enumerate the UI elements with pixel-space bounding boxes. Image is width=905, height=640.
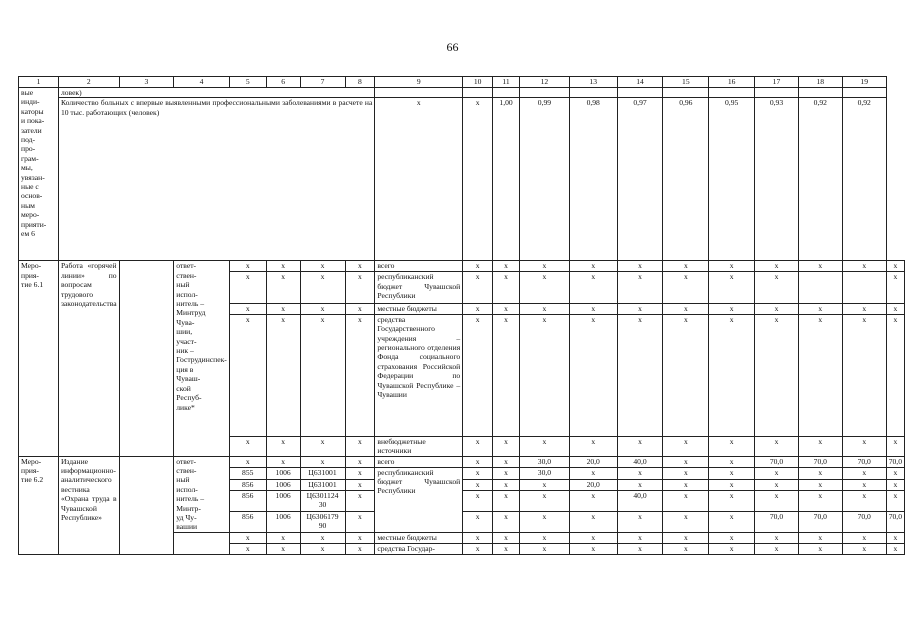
m61-source: республиканский бюджет Чувашской Республики [375,272,463,304]
m61-value: x [663,261,709,272]
m62-value: 70,0 [798,456,842,467]
m61-value: x [617,304,663,314]
m61-value: x [520,436,570,456]
indicator-c9: x [375,98,463,261]
m61-value: x [755,272,799,304]
m61-value: x [520,261,570,272]
m62-value: 70,0 [842,456,886,467]
m61-value: x [886,436,904,456]
m62-value: 70,0 [842,511,886,532]
m62-value: 20,0 [569,456,617,467]
m62-value: x [463,467,493,479]
m61-source: всего [375,261,463,272]
m62-code: x [345,532,375,543]
m62-value: 40,0 [617,456,663,467]
header-cell: 7 [300,77,345,88]
m62-value: x [463,511,493,532]
m62-code: Ц6306179 90 [300,511,345,532]
m62-value: x [663,479,709,490]
m61-value: x [755,304,799,314]
m62-value: x [663,456,709,467]
m61-code: x [266,261,300,272]
m62-value: x [709,479,755,490]
m61-value: x [493,272,520,304]
m61-empty [119,261,174,456]
m62-code: Ц6301124 30 [300,490,345,511]
m61-value [842,272,886,304]
m62-value: x [493,543,520,554]
m61-value: x [709,314,755,436]
m62-code: x [345,490,375,511]
m62-value: x [798,543,842,554]
m62-value: x [493,511,520,532]
m62-code: x [345,511,375,532]
m62-value: x [798,490,842,511]
header-cell: 6 [266,77,300,88]
header-cell: 2 [58,77,119,88]
m62-value: x [569,467,617,479]
m62-code: x [266,532,300,543]
m62-value: x [520,543,570,554]
m62-value: x [709,532,755,543]
indicator-value: 0,98 [569,98,617,261]
m62-value: x [842,467,886,479]
m61-value: x [842,436,886,456]
m61-value: x [617,261,663,272]
header-cell: 3 [119,77,174,88]
m61-value: x [798,436,842,456]
m61-value: x [569,314,617,436]
m62-code: 856 [229,490,266,511]
m62-value: 30,0 [520,467,570,479]
m61-value: x [569,272,617,304]
m61-value: x [842,261,886,272]
header-cell: 17 [755,77,799,88]
m61-value: x [463,314,493,436]
m61-value: x [798,304,842,314]
m61-value: x [463,304,493,314]
m61-value: x [520,272,570,304]
m61-value: x [569,304,617,314]
m62-value: x [755,532,799,543]
m61-code: x [300,304,345,314]
m62-code: 856 [229,479,266,490]
header-cell: 5 [229,77,266,88]
header-cell: 19 [842,77,886,88]
indicator-text: Количество больных с впервые выявленными профессиональными заболеваниями в расчете на 10 тыс. работающих (человек) [58,98,374,261]
m62-value: x [755,543,799,554]
m61-value: x [493,314,520,436]
m62-value: x [663,467,709,479]
header-cell: 10 [463,77,493,88]
m61-value: x [520,314,570,436]
m62-value: x [663,543,709,554]
m61-value: x [842,304,886,314]
m62-value: x [842,490,886,511]
m61-value: x [886,314,904,436]
m62-value: x [709,467,755,479]
m61-value: x [463,261,493,272]
m62-code: x [266,456,300,467]
m62-source: республиканский бюджет Чувашской Республики [375,467,463,532]
indicator-value: 0,95 [709,98,755,261]
indicator-c10: x [463,98,493,261]
m61-code: x [345,314,375,436]
m61-code: x [345,261,375,272]
m62-code: Ц631001 [300,467,345,479]
m61-value: x [663,272,709,304]
m62-value: x [617,543,663,554]
m62-value: x [463,456,493,467]
m61-value: x [569,261,617,272]
page-number: 66 [446,40,459,54]
m62-code: 855 [229,467,266,479]
m62-value: x [798,479,842,490]
m62-value: x [663,490,709,511]
m62-value: x [617,532,663,543]
m62-code: 1006 [266,467,300,479]
header-cell: 12 [520,77,570,88]
m62-value: x [520,511,570,532]
indicator-row [19,98,905,261]
header-cell: 14 [617,77,663,88]
m62-value: x [798,532,842,543]
m62-value: x [463,532,493,543]
m62-code: x [300,543,345,554]
m61-code: x [229,436,266,456]
m62-code: x [300,456,345,467]
m62-value: 40,0 [617,490,663,511]
m62-value: x [569,490,617,511]
m61-value: x [493,436,520,456]
header-cell: 18 [798,77,842,88]
m62-value: x [493,456,520,467]
m61-value: x [709,304,755,314]
m62-code: 1006 [266,479,300,490]
m61-code: x [345,436,375,456]
header-cell: 16 [709,77,755,88]
m62-value: x [886,479,904,490]
m62-code: 856 [229,511,266,532]
m61-name: Работа «горячей линии» по вопросам трудового законодательства [58,261,119,456]
m61-source: внебюджетные источники [375,436,463,456]
m61-value: x [663,436,709,456]
m62-code: Ц631001 [300,479,345,490]
m61-value: x [886,304,904,314]
m61-code: x [266,304,300,314]
m62-code: x [229,532,266,543]
m62-code: x [345,543,375,554]
m62-value: x [842,543,886,554]
header-cell: 9 [375,77,463,88]
m62-value: x [493,479,520,490]
m62-value: x [709,511,755,532]
m61-value: x [755,314,799,436]
m62-value: x [663,511,709,532]
m62-value: x [886,532,904,543]
m62-value: x [842,532,886,543]
indicator-label: вые инди- каторы и пока- затели под- про- грам- мы, увязан- ные с основ- ным меро- прияти- ем 6 [19,88,59,261]
m61-value: x [617,314,663,436]
m61-value: x [709,272,755,304]
m61-code: x [266,314,300,436]
m61-code: x [266,436,300,456]
m62-value: x [617,479,663,490]
m62-value: x [520,490,570,511]
m62-code: x [266,543,300,554]
m62-source: местные бюджеты [375,532,463,543]
m61-code: x [229,261,266,272]
m62-value: 70,0 [886,456,904,467]
m62-value: 70,0 [755,456,799,467]
m61-source: местные бюджеты [375,304,463,314]
m62-value: 70,0 [798,511,842,532]
m62-empty [119,456,174,554]
m62-value: x [886,543,904,554]
m62-value: x [709,490,755,511]
m61-value: x [493,261,520,272]
m61-value: x [709,436,755,456]
m61-value: x [798,261,842,272]
m62-value: x [520,532,570,543]
m61-code: x [345,272,375,304]
m61-value: x [463,436,493,456]
m62-value: x [663,532,709,543]
m62-value: x [493,532,520,543]
m61-source: средства Государственного учреждения – регионального отделения Фонда социального страхования Российской Федерации по Чувашской Республике – Чувашии [375,314,463,436]
header-cell: 11 [493,77,520,88]
header-cell: 15 [663,77,709,88]
indicator-value: 0,93 [755,98,799,261]
m61-value: x [617,436,663,456]
m62-value: x [463,479,493,490]
header-cell: 4 [174,77,230,88]
m62-value: x [886,467,904,479]
m62-responsible-cont [174,532,230,554]
m61-code: x [229,304,266,314]
m61-row [19,261,905,272]
header-row [19,77,905,88]
m61-value: x [520,304,570,314]
m61-code: x [229,314,266,436]
m62-name: Издание информационно-аналитического вестника «Охрана труда в Чувашской Республике» [58,456,119,554]
m62-value: x [842,479,886,490]
indicator-value: 0,92 [842,98,886,261]
m61-value: x [842,314,886,436]
m61-value: x [755,436,799,456]
m62-value: x [463,543,493,554]
program-table [18,76,905,555]
indicator-value: 0,97 [617,98,663,261]
m61-value: x [663,304,709,314]
indicator-value: 0,99 [520,98,570,261]
m62-label: Меро- прия- тие 6.2 [19,456,59,554]
m61-value: x [755,261,799,272]
m61-value: x [493,304,520,314]
indicator-value: 0,92 [798,98,842,261]
m61-code: x [345,304,375,314]
m62-code: x [345,467,375,479]
m62-value: x [617,467,663,479]
indicator-value: 1,00 [493,98,520,261]
m61-value [798,272,842,304]
m62-value: x [617,511,663,532]
m62-responsible: ответ- ствен- ный испол- нитель – Минтр- уд Чу- вашии [174,456,230,532]
m61-value: x [569,436,617,456]
m62-value: x [569,511,617,532]
m62-code: x [229,456,266,467]
m62-code: x [229,543,266,554]
m62-value: x [569,532,617,543]
indicator-row-prev [19,88,905,98]
m62-code: x [300,532,345,543]
m62-code: 1006 [266,511,300,532]
m62-value: x [463,490,493,511]
m62-value: 30,0 [520,456,570,467]
indicator-value: 0,96 [663,98,709,261]
m62-value: 20,0 [569,479,617,490]
indicator-prev-text: ловек) [58,88,374,98]
m62-value: x [493,490,520,511]
m62-source: средства Государ- [375,543,463,554]
m61-value: x [886,261,904,272]
m61-value: x [463,272,493,304]
m61-value: x [798,314,842,436]
m62-code: x [345,456,375,467]
header-cell: 1 [19,77,59,88]
m61-code: x [300,261,345,272]
m62-value: x [798,467,842,479]
m61-value: x [663,314,709,436]
m62-row [19,456,905,467]
m61-value: x [886,272,904,304]
m61-code: x [300,314,345,436]
m61-code: x [229,272,266,304]
m62-value: x [493,467,520,479]
m61-value: x [709,261,755,272]
m62-source: всего [375,456,463,467]
m62-value: 70,0 [886,511,904,532]
header-cell: 13 [569,77,617,88]
m62-value: 70,0 [755,511,799,532]
m62-value: x [520,479,570,490]
m62-value: x [755,479,799,490]
m61-code: x [300,272,345,304]
m62-value: x [709,543,755,554]
m62-value: x [886,490,904,511]
m62-value: x [755,490,799,511]
m62-value: x [755,467,799,479]
m61-code: x [266,272,300,304]
m62-code: 1006 [266,490,300,511]
m61-value: x [617,272,663,304]
m62-code: x [345,479,375,490]
m62-value: x [569,543,617,554]
header-cell: 8 [345,77,375,88]
m62-value: x [709,456,755,467]
m61-code: x [300,436,345,456]
m61-label: Меро- прия- тие 6.1 [19,261,59,456]
m61-responsible: ответ- ствен- ный испол- нитель – Минтруд Чува- шии, участ- ник – Гострудинспек- ция в Чуваш- ской Респуб- лике* [174,261,230,456]
